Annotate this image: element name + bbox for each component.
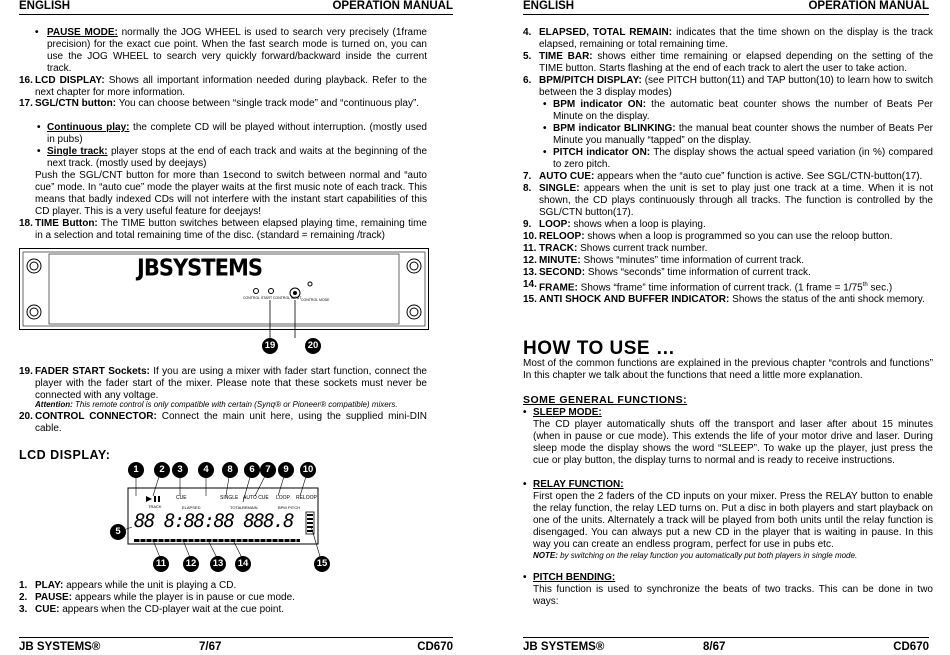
sleep-mode-text: The CD player automatically shuts off the transport and laser after about 15 minutes (when in pause or cue mode). This extends the life of your motor drive and laser. During sleep mode the display shows the word “SLEEP”. To wake up the player, just press the cue or play button, the display turns to normal and is ready to receive instructions.	[533, 419, 933, 466]
item-label: ANTI SHOCK AND BUFFER INDICATOR:	[539, 294, 730, 306]
item-number: 20.	[19, 411, 33, 422]
bpm-bullet-1: • BPM indicator ON: the automatic beat counter shows the number of Beats Per Minute on the display.	[543, 99, 934, 122]
item-number: 6.	[523, 75, 532, 86]
item-label: FRAME:	[539, 282, 578, 294]
device-panel-illustration	[19, 248, 429, 330]
item-number: 13.	[523, 267, 537, 278]
bullet-text: the automatic beat counter shows the number of Beats Per Minute on the display.	[553, 99, 934, 122]
item-text: The TIME button switches between elapsed playing time, remaining time in a selection and total remaining time of the disc. (standard = remaining /track)	[35, 218, 427, 241]
item-label: LOOP:	[539, 219, 571, 230]
item-number: 14.	[523, 279, 537, 290]
lcd-item-pause	[19, 592, 427, 604]
item-text: Shows “minutes” time information of current track.	[583, 255, 805, 266]
continuous-bullet: • Continuous play: the complete CD will be played without interruption. (mostly used in pubs)	[37, 122, 427, 145]
lcd-label-total: TOTAL	[230, 505, 243, 510]
item-10	[523, 231, 933, 243]
footer-model: CD670	[893, 641, 929, 653]
right-page	[475, 0, 950, 654]
relay-function-section: • RELAY FUNCTION: First open the 2 faders of the CD inputs on your mixer. Press the RELAY button to enable the relay function, the relay LED turns on. Put a disc in both players and start playback on one of the units. Alternately a track will be played from both units until the relay function is disengaged. You can always put a new CD in the player that is waiting in pause. In this way you can create an endless program, perfect for use in pubs etc. NOTE: by switching on the relay function you automatically put both players in single mode.	[523, 479, 933, 560]
lcd-label-single: SINGLE	[220, 495, 239, 501]
lcd-display-heading: LCD DISPLAY:	[19, 448, 111, 462]
item-text: Shows “frame” time information of current track. (1 frame = 1/75	[580, 282, 863, 294]
item-label: BPM/PITCH DISPLAY:	[539, 75, 642, 86]
item-superscript: th	[862, 282, 868, 288]
item-number: 5.	[523, 51, 532, 62]
item-17	[19, 98, 427, 110]
footer-page-number: 7/67	[199, 641, 222, 653]
lcd-callout-11: 11	[153, 556, 169, 572]
item-number: 1.	[19, 580, 28, 591]
item-number: 18.	[19, 218, 33, 229]
item-label: ELAPSED, TOTAL REMAIN:	[539, 27, 673, 38]
lcd-label-auto-cue: AUTO CUE	[243, 495, 269, 501]
item-text: appears when the “auto cue” function is active. See SGL/CTN-button(17).	[597, 171, 923, 182]
item-number: 10.	[523, 231, 537, 242]
bullet-label: PITCH indicator ON:	[553, 147, 651, 158]
footer-brand: JB SYSTEMS®	[19, 641, 101, 653]
item-8	[523, 183, 933, 219]
bpm-bullet-2: • BPM indicator BLINKING: the manual beat counter shows the number of Beats Per Minute you manually “tapped” on the display.	[543, 123, 934, 146]
item-18	[19, 218, 427, 242]
pause-mode-text: normally the JOG WHEEL is used to search very precisely (1frame precision) for the exact cue point. When the fast search mode is turned on, you can use the JOG WHEEL to search very quickly forward/backward inside the current track.	[47, 27, 427, 74]
bullet-text: The display shows the actual speed variation (in %) compared to zero pitch.	[553, 147, 933, 170]
item-number: 7.	[523, 171, 532, 182]
item-20	[19, 411, 427, 435]
item-13	[523, 267, 933, 279]
sleep-mode-label: SLEEP MODE:	[533, 407, 602, 418]
item-4	[523, 27, 933, 51]
bpm-bullet-3: • PITCH indicator ON: The display shows the actual speed variation (in %) compared to zero pitch.	[543, 147, 933, 170]
panel-label-control-input: CONTROL INPUT	[273, 296, 302, 300]
page-header	[19, 0, 453, 15]
item-label: LCD DISPLAY:	[35, 75, 105, 86]
item-number: 19.	[19, 366, 33, 377]
item-text-end: sec.)	[867, 282, 893, 294]
page-header	[523, 0, 929, 15]
item-text: appears while the player is in pause or cue mode.	[74, 592, 295, 603]
items-4-to-6	[523, 27, 933, 306]
header-title: OPERATION MANUAL	[332, 0, 453, 12]
how-to-use-heading: HOW TO USE …	[523, 338, 676, 359]
item-number: 12.	[523, 255, 537, 266]
item-text: Shows “seconds” time information of current track.	[587, 267, 811, 278]
item-label: FADER START Sockets:	[35, 366, 150, 377]
page-footer	[523, 637, 929, 654]
item-7	[523, 171, 933, 183]
item-text: appears when the CD-player wait at the cue point.	[62, 604, 285, 615]
sleep-mode-section: • SLEEP MODE: The CD player automatically shuts off the transport and laser after about 15 minutes (when in pause or cue mode). This extends the life of your motor drive and laser. During sleep mode the display shows the word “SLEEP”. To wake up the player, just press the cue or play button, the display turns to normal and is ready to receive instructions.	[523, 407, 933, 466]
attention-label: Attention:	[35, 400, 73, 409]
lcd-items-list	[19, 580, 427, 616]
item-text: appears while the unit is playing a CD.	[66, 580, 237, 591]
lcd-callout-7: 7	[260, 462, 276, 478]
how-to-use-intro: Most of the common functions are explained in the previous chapter “controls and functions” In this chapter we talk about the functions that need a little more explanation.	[523, 358, 933, 381]
item-text: shows either time remaining or elapsed depending on the setting of the TIME button. Starts flashing at the end of each track to alert the user to take action.	[539, 51, 933, 74]
item-label: TIME Button:	[35, 218, 98, 229]
header-language: ENGLISH	[523, 0, 575, 12]
callout-20: 20	[305, 338, 321, 354]
item-text: shows when a loop is playing.	[573, 219, 706, 230]
callout-lines	[250, 300, 330, 345]
item-label: AUTO CUE:	[539, 171, 595, 182]
lcd-label-remain: REMAIN	[242, 505, 258, 510]
item-text: appears when the unit is set to play just one track at a time. When it is not shown, the CD plays continuously through all tracks. The function is controlled by the SGL/CTN button(17).	[539, 183, 934, 218]
footer-model: CD670	[417, 641, 453, 653]
lcd-label-pitch: PITCH	[288, 505, 300, 510]
header-title: OPERATION MANUAL	[808, 0, 929, 12]
relay-function-label: RELAY FUNCTION:	[533, 479, 624, 490]
lcd-callout-3: 3	[172, 462, 188, 478]
relay-note	[523, 551, 933, 561]
item-number: 2.	[19, 592, 28, 603]
item-text: You can choose between “single track mode” and “continuous play”.	[118, 98, 420, 109]
item-6	[523, 75, 933, 99]
callout-19: 19	[262, 338, 278, 354]
item-label: MINUTE:	[539, 255, 581, 266]
lcd-label-cue: CUE	[176, 495, 187, 501]
item-label: SINGLE:	[539, 183, 580, 194]
item-text: Shows the status of the anti shock memory.	[732, 294, 925, 306]
header-language: ENGLISH	[19, 0, 71, 12]
item-text: Shows all important information needed during playback. Refer to the next chapter for more information.	[35, 75, 427, 98]
panel-label-control-start: CONTROL START	[243, 296, 273, 300]
lcd-callout-1: 1	[128, 462, 144, 478]
item-label: TIME BAR:	[539, 51, 593, 62]
continuous-label: Continuous play:	[47, 122, 130, 133]
item-15	[523, 294, 933, 306]
item-number: 3.	[19, 604, 28, 615]
item-19	[19, 366, 427, 402]
item-number: 9.	[523, 219, 532, 230]
continuous-text: the complete CD will be played without interruption. (mostly used in pubs)	[47, 122, 427, 145]
item-label: PAUSE:	[35, 592, 73, 603]
item-label: PLAY:	[35, 580, 64, 591]
pitch-bending-label: PITCH BENDING:	[533, 572, 616, 583]
item-text: indicates that the time shown on the display is the track elapsed, remaining or total remaining time.	[539, 27, 934, 50]
item-label: SECOND:	[539, 267, 586, 278]
item-number: 8.	[523, 183, 532, 194]
general-functions-heading: SOME GENERAL FUNCTIONS:	[523, 394, 688, 406]
item-label: RELOOP:	[539, 231, 585, 242]
item-11	[523, 243, 933, 255]
bullet-label: BPM indicator BLINKING:	[553, 123, 676, 134]
pitch-bending-section: • PITCH BENDING: This function is used to synchronize the beats of two tracks. This can be done in two ways:	[523, 572, 933, 607]
item-label: CONTROL CONNECTOR:	[35, 411, 157, 422]
item-16	[19, 75, 427, 99]
item-text: If you are using a mixer with fader start function, connect the player with the fader start of the mixer. Please note that these sockets must never be connected with any voltage.	[35, 366, 427, 401]
lcd-callout-14: 14	[235, 556, 251, 572]
item-text: Connect the main unit here, using the supplied mini-DIN cable.	[35, 411, 427, 434]
single-text: player stops at the end of each track and waits at the beginning of the next track. (mostly used by deejays)	[47, 146, 427, 169]
lcd-callout-15: 15	[314, 556, 330, 572]
lcd-callout-6: 6	[244, 462, 260, 478]
left-page	[0, 0, 475, 654]
lcd-item-play	[19, 580, 427, 592]
single-label: Single track:	[47, 146, 108, 157]
lcd-callout-5: 5	[110, 524, 126, 540]
item-5	[523, 51, 933, 75]
item-label: TRACK:	[539, 243, 578, 254]
auto-cue-paragraph: Push the SGL/CNT button for more than 1second to switch between normal and “auto cue” mode. In “auto cue” mode the player waits at the first music note of each track. This means that badly indexed CDs will not interfere with the instant start capabilities of this CD player. This is a very useful feature for deejays!	[35, 170, 427, 217]
item-text: Shows current track number.	[580, 243, 708, 254]
attention-note	[35, 400, 427, 410]
single-bullet: • Single track: player stops at the end of each track and waits at the beginning of the next track. (mostly used by deejays)	[37, 146, 427, 169]
item-label: CUE:	[35, 604, 60, 615]
pause-mode-label: PAUSE MODE:	[47, 27, 118, 38]
item-14	[523, 279, 933, 294]
item-number: 17.	[19, 98, 33, 109]
item-9	[523, 219, 933, 231]
lcd-item-cue	[19, 604, 427, 616]
lcd-label-reloop: RELOOP	[296, 495, 317, 501]
lcd-callout-13: 13	[210, 556, 226, 572]
note-label: NOTE:	[533, 551, 558, 560]
bullet-label: BPM indicator ON:	[553, 99, 647, 110]
lcd-callout-9: 9	[278, 462, 294, 478]
lcd-callout-2: 2	[154, 462, 170, 478]
lcd-callout-8: 8	[222, 462, 238, 478]
item-text: (see PITCH button(11) and TAP button(10) to learn how to switch between the 3 display modes)	[539, 75, 934, 98]
relay-function-text: First open the 2 faders of the CD inputs on your mixer. Press the RELAY button to enable the relay function, the relay LED turns on. Put a disc in both players and start playback on one of the units. Alternately a track will be played from both units until the relay function is disengaged. You can always put a new CD in the player that is waiting in pause. In this way you can create an endless program, perfect for use in pubs etc.	[533, 491, 933, 550]
bullet-text: the manual beat counter shows the number of Beats Per Minute you manually “tapped” on the display.	[553, 123, 934, 146]
item-label: SGL/CTN button:	[35, 98, 117, 109]
panel-label-control-mode: CONTROL MODE	[301, 298, 330, 302]
lcd-callout-12: 12	[183, 556, 199, 572]
item-number: 15.	[523, 294, 537, 306]
lcd-digits: 88 8:88:88 888.8	[134, 510, 294, 532]
pause-mode-bullet: • PAUSE MODE: normally the JOG WHEEL is used to search very precisely (1frame precision) for the exact cue point. When the fast search mode is turned on, you can use the JOG WHEEL to search very quickly forward/backward inside the current track.	[35, 27, 427, 74]
footer-brand: JB SYSTEMS®	[523, 641, 605, 653]
lcd-label-elapsed: ELAPSED	[182, 505, 201, 510]
item-12	[523, 255, 933, 267]
item-text: shows when a loop is programmed so you can use the reloop button.	[587, 231, 893, 242]
brand-logo: JBSYSTEMS	[137, 254, 262, 282]
page-footer	[19, 637, 453, 654]
lcd-label-bpm: BPM	[278, 505, 287, 510]
lcd-label-track: TRACK	[148, 504, 162, 509]
pitch-bending-text: This function is used to synchronize the beats of two tracks. This can be done in two ways:	[533, 584, 933, 607]
lcd-label-loop: LOOP	[276, 495, 290, 501]
lcd-callout-10: 10	[300, 462, 316, 478]
lcd-callout-4: 4	[198, 462, 214, 478]
footer-page-number: 8/67	[703, 641, 726, 653]
item-number: 16.	[19, 75, 33, 86]
item-number: 11.	[523, 243, 537, 254]
attention-text: This remote control is only compatible with certain (Synq® or Pioneer® compatible) mixers.	[75, 400, 398, 409]
item-number: 4.	[523, 27, 532, 38]
note-text: by switching on the relay function you automatically put both players in single mode.	[560, 551, 858, 560]
